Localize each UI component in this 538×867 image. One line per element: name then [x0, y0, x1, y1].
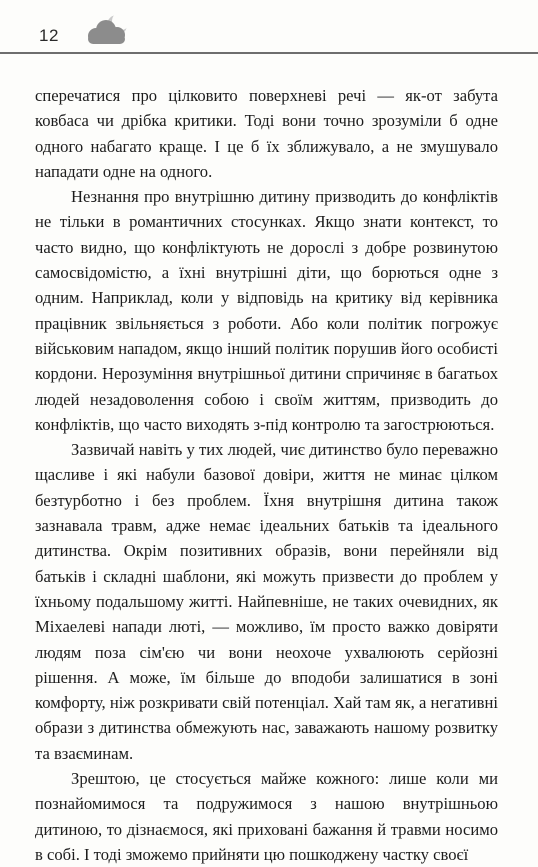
page-number: 12 — [39, 26, 59, 45]
header-rule — [0, 52, 538, 54]
paragraph: Зазвичай навіть у тих людей, чиє дитинство було переважно щасливе і які набули базової довіри, життя не минає цілком безтурботно і без проблем. Їхня внутрішня дитина також зазнавала травм, адже немає ідеальних батьків та ідеального дитинства. Окрім позитивних образів, вони перейняли від батьків і складні шаблони, які можуть призвести до проблем у їхньому подальшому житті. Найпевніше, не таких очевидних, як Міхаелеві напади люті, — можливо, їм просто важко довіряти людям поза сім'єю чи вони неохоче ухвалюють серйозні рішення. А може, їм більше до вподоби залишатися в зоні комфорту, ніж розкривати свій потенціал. Хай там як, а негативні образи з дитинства обмежують нас, заважають нашому розвитку та взаєминам. — [35, 440, 498, 763]
paragraph: сперечатися про цілковито поверхневі речі — як-от забута ковбаса чи дрібка критики. Тоді вони точно зрозуміли б одне одного набагато краще. І це б їх зближувало, а не змушувало нападати одне на одного. — [35, 86, 498, 181]
paragraph: Незнання про внутрішню дитину призводить до конфліктів не тільки в романтичних стосунках. Якщо знати контекст, то часто видно, що конфліктують не дорослі з добре розвинутою самосвідомістю, а їхні внутрішні діти, що борються одне з одним. Наприклад, коли у відповідь на критику від керівника працівник звільняється з роботи. Або коли політик погрожує військовим нападом, якщо інший політик порушив його особисті кордони. Нерозуміння внутрішньої дитини спричиняє в багатьох людей незадоволення собою і своїм життям, призводить до конфліктів, що часто виходять з-під контролю та загострюються. — [35, 187, 498, 434]
page-header — [0, 0, 538, 54]
paragraph: Зрештою, це стосується майже кожного: лише коли ми познайомимося та подружимося з нашою внутрішньою дитиною, то дізнаємося, які приховані бажання й травми носимо в собі. І тоді зможемо прийняти цю пошкоджену частку своєї — [35, 769, 498, 864]
cloud-moon-icon — [82, 12, 134, 46]
body-text — [35, 83, 498, 867]
